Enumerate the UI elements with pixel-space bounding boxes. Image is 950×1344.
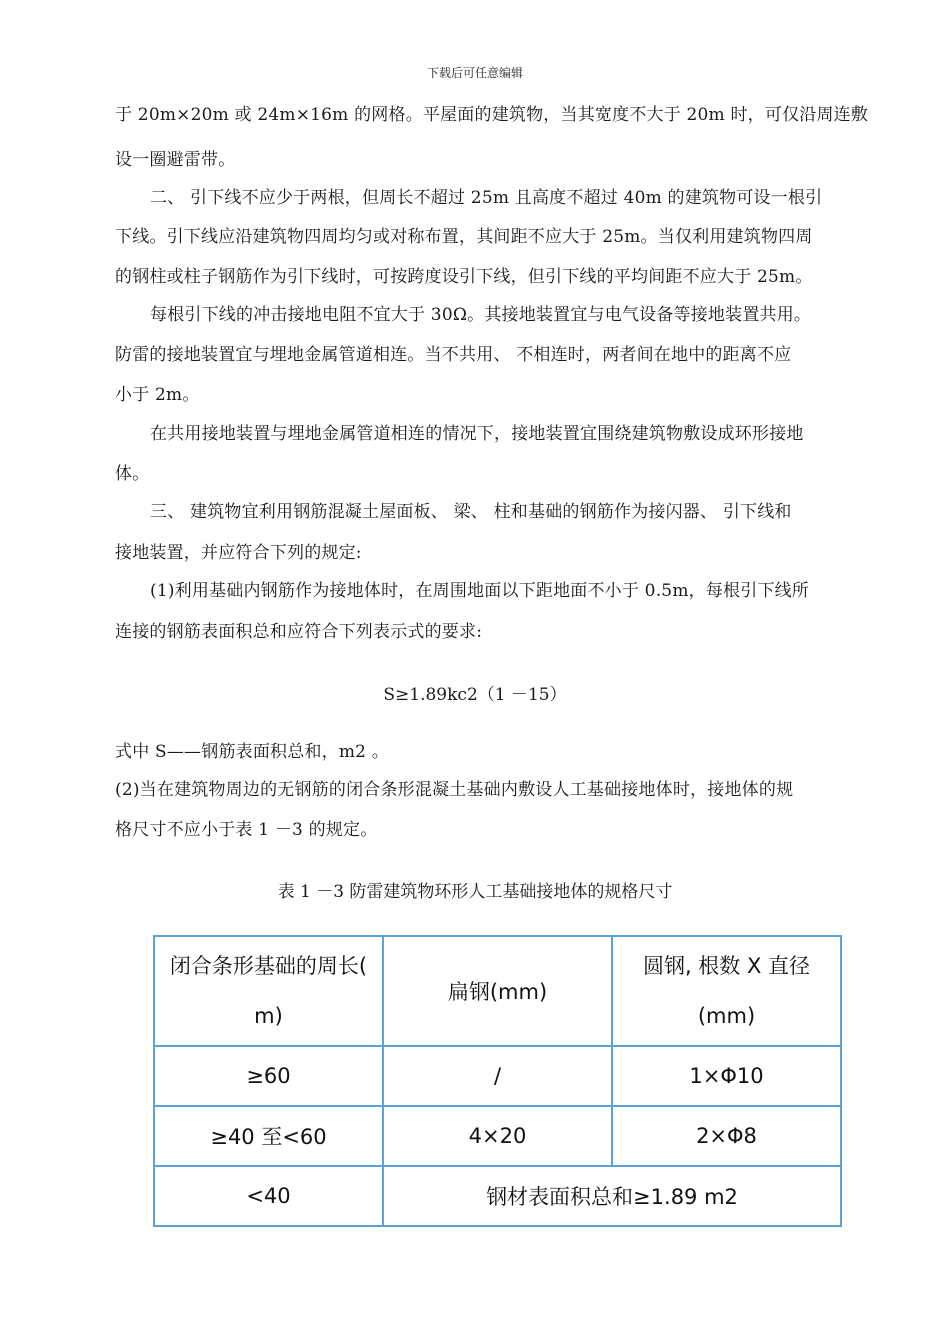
table-header-row bbox=[154, 936, 841, 1046]
paragraph-line: (2)当在建筑物周边的无钢筋的闭合条形混凝土基础内敷设人工基础接地体时，接地体的规 bbox=[115, 780, 794, 800]
header-cell-perimeter bbox=[154, 936, 383, 1046]
table-row bbox=[154, 1046, 841, 1106]
paragraph-line: 格尺寸不应小于表 1 －3 的规定。 bbox=[115, 820, 378, 840]
header-cell-flat-steel: 扁钢(mm) bbox=[383, 936, 612, 1046]
paragraph-line: 于 20m×20m 或 24m×16m 的网格。平屋面的建筑物，当其宽度不大于 20m 时，可仅沿周连敷 bbox=[115, 105, 869, 125]
table-cell-merged: 钢材表面积总和≥1.89 m2 bbox=[383, 1166, 841, 1226]
paragraph-line: 在共用接地装置与埋地金属管道相连的情况下，接地装置宜围绕建筑物敷设成环形接地 bbox=[150, 424, 804, 444]
header-cell-round-steel bbox=[612, 936, 841, 1046]
table-row bbox=[154, 1106, 841, 1166]
paragraph-line: 体。 bbox=[115, 464, 150, 484]
paragraph-line: 每根引下线的冲击接地电阻不宜大于 30Ω。其接地装置宜与电气设备等接地装置共用。 bbox=[150, 305, 812, 325]
paragraph-line: 小于 2m。 bbox=[115, 385, 200, 405]
paragraph-line: 三、 建筑物宜利用钢筋混凝土屋面板、 梁、 柱和基础的钢筋作为接闪器、 引下线和 bbox=[150, 502, 792, 522]
page-header: 下载后可任意编辑 bbox=[426, 66, 523, 80]
table-cell: ≥60 bbox=[154, 1046, 383, 1106]
header-text: 闭合条形基础的周长( bbox=[169, 954, 368, 978]
paragraph-line: 接地装置，并应符合下列的规定: bbox=[115, 543, 362, 563]
paragraph-line: 连接的钢筋表面积总和应符合下列表示式的要求: bbox=[115, 622, 483, 642]
formula: S≥1.89kc2（1 －15） bbox=[383, 685, 567, 705]
table-row bbox=[154, 1166, 841, 1226]
table-cell: 1×Φ10 bbox=[612, 1046, 841, 1106]
table-cell: <40 bbox=[154, 1166, 383, 1226]
paragraph-line: 防雷的接地装置宜与埋地金属管道相连。当不共用、 不相连时，两者间在地中的距离不应 bbox=[115, 345, 792, 365]
table-cell: ≥40 至<60 bbox=[154, 1106, 383, 1166]
paragraph-line: 设一圈避雷带。 bbox=[115, 150, 236, 170]
header-text: m) bbox=[254, 1004, 283, 1028]
table-caption: 表 1 －3 防雷建筑物环形人工基础接地体的规格尺寸 bbox=[277, 882, 673, 902]
table-cell: 4×20 bbox=[383, 1106, 612, 1166]
paragraph-line: (1)利用基础内钢筋作为接地体时，在周围地面以下距地面不小于 0.5m，每根引下线所 bbox=[150, 581, 810, 601]
header-text: (mm) bbox=[697, 1004, 756, 1028]
spec-table bbox=[153, 935, 842, 1227]
header-text: 圆钢, 根数 X 直径 bbox=[642, 954, 811, 978]
paragraph-line: 式中 S——钢筋表面积总和，m2 。 bbox=[115, 742, 389, 762]
paragraph-line: 下线。引下线应沿建筑物四周均匀或对称布置，其间距不应大于 25m。当仅利用建筑物四周 bbox=[115, 227, 813, 247]
paragraph-line: 二、 引下线不应少于两根，但周长不超过 25m 且高度不超过 40m 的建筑物可设一根引 bbox=[150, 188, 823, 208]
paragraph-line: 的钢柱或柱子钢筋作为引下线时，可按跨度设引下线，但引下线的平均间距不应大于 25m。 bbox=[115, 267, 813, 287]
table-cell: 2×Φ8 bbox=[612, 1106, 841, 1166]
table-cell: / bbox=[383, 1046, 612, 1106]
